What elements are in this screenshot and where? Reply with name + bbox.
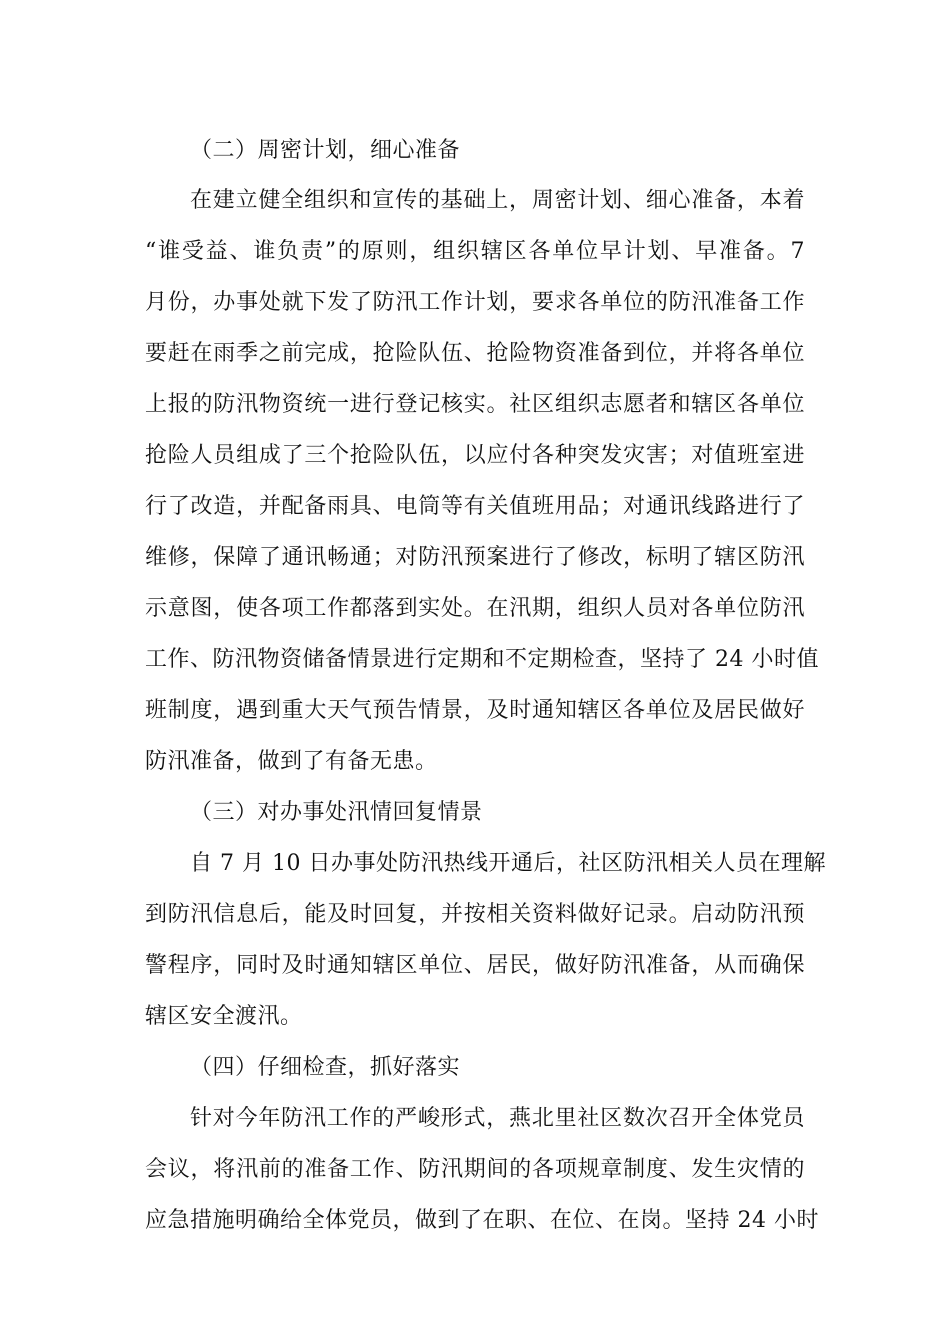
section-heading-2: （二）周密计划，细心准备 (190, 138, 461, 163)
paragraph-line: 会议，将汛前的准备工作、防汛期间的各项规章制度、发生灾情的 (145, 1157, 805, 1182)
paragraph-line: 工作、防汛物资储备情景进行定期和不定期检查，坚持了 24 小时值 (145, 647, 819, 672)
paragraph-line: 要赶在雨季之前完成，抢险队伍、抢险物资准备到位，并将各单位 (145, 341, 805, 366)
paragraph-line: 示意图，使各项工作都落到实处。在汛期，组织人员对各单位防汛 (145, 596, 805, 621)
section-heading-4: （四）仔细检查，抓好落实 (190, 1055, 461, 1080)
paragraph-line: 警程序，同时及时通知辖区单位、居民，做好防汛准备，从而确保 (145, 953, 805, 978)
paragraph-line: “谁受益、谁负责”的原则，组织辖区各单位早计划、早准备。7 (145, 239, 805, 264)
paragraph-line: 抢险人员组成了三个抢险队伍，以应付各种突发灾害；对值班室进 (145, 443, 805, 468)
paragraph-line-last: 辖区安全渡汛。 (145, 1004, 303, 1029)
section-heading-3: （三）对办事处汛情回复情景 (190, 800, 483, 825)
paragraph-line: 自 7 月 10 日办事处防汛热线开通后，社区防汛相关人员在理解 (190, 851, 826, 876)
paragraph-line: 行了改造，并配备雨具、电筒等有关值班用品；对通讯线路进行了 (145, 494, 805, 519)
paragraph-line: 上报的防汛物资统一进行登记核实。社区组织志愿者和辖区各单位 (145, 392, 805, 417)
paragraph-line-last: 防汛准备，做到了有备无患。 (145, 749, 438, 774)
paragraph-line: 维修，保障了通讯畅通；对防汛预案进行了修改，标明了辖区防汛 (145, 545, 805, 570)
paragraph-line: 针对今年防汛工作的严峻形式，燕北里社区数次召开全体党员 (190, 1106, 805, 1131)
paragraph-line: 班制度，遇到重大天气预告情景，及时通知辖区各单位及居民做好 (145, 698, 805, 723)
paragraph-line: 月份，办事处就下发了防汛工作计划，要求各单位的防汛准备工作 (145, 290, 805, 315)
paragraph-line: 在建立健全组织和宣传的基础上，周密计划、细心准备，本着 (190, 188, 805, 213)
paragraph-line: 到防汛信息后，能及时回复，并按相关资料做好记录。启动防汛预 (145, 902, 805, 927)
paragraph-line: 应急措施明确给全体党员，做到了在职、在位、在岗。坚持 24 小时 (145, 1208, 819, 1233)
